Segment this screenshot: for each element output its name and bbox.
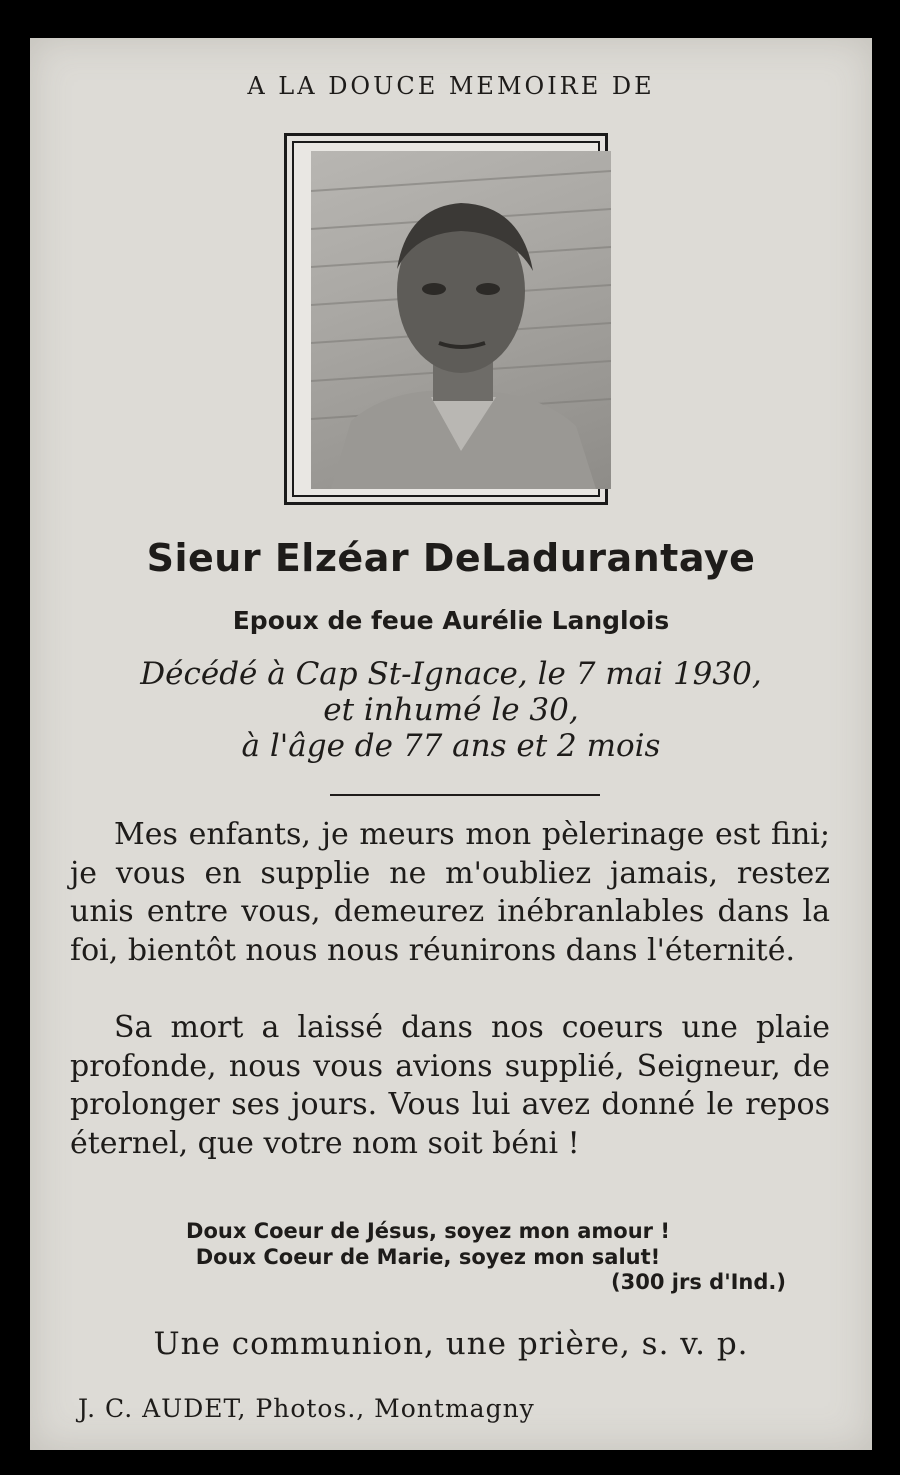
memorial-card [30,38,872,1450]
indulgence-note: (300 jrs d'Ind.) [611,1270,786,1294]
divider-rule [330,794,600,796]
prayer-mary: Doux Coeur de Marie, soyez mon salut! [195,1245,661,1269]
printer-credit: J. C. AUDET, Photos., Montmagny [78,1394,535,1423]
farewell-paragraph: Mes enfants, je meurs mon pèlerinage est fini; je vous en supplie ne m'oubliez jamais, restez unis entre vous, demeurez inébranlables dans la foi, bientôt nous nous réunirons dans l'éternité. [70,817,830,968]
death-details [30,656,872,764]
prayers-block [70,1218,786,1270]
spouse-line: Epoux de feue Aurélie Langlois [232,606,670,635]
portrait-photo [311,151,611,489]
deceased-name: Sieur Elzéar DeLadurantaye [146,536,756,580]
death-line-age: à l'âge de 77 ans et 2 mois [241,728,661,764]
card-heading: A LA DOUCE MEMOIRE DE [247,72,655,100]
death-line-burial: et inhumé le 30, [323,692,579,728]
communion-request: Une communion, une prière, s. v. p. [153,1326,749,1362]
prayer-jesus: Doux Coeur de Jésus, soyez mon amour ! [186,1219,670,1243]
grief-paragraph: Sa mort a laissé dans nos coeurs une plaie profonde, nous vous avions supplié, Seigneur, de prolonger ses jours. Vous lui avez donné le repos éternel, que votre nom soit béni ! [70,1010,830,1161]
death-line-date: Décédé à Cap St-Ignace, le 7 mai 1930, [140,656,762,692]
